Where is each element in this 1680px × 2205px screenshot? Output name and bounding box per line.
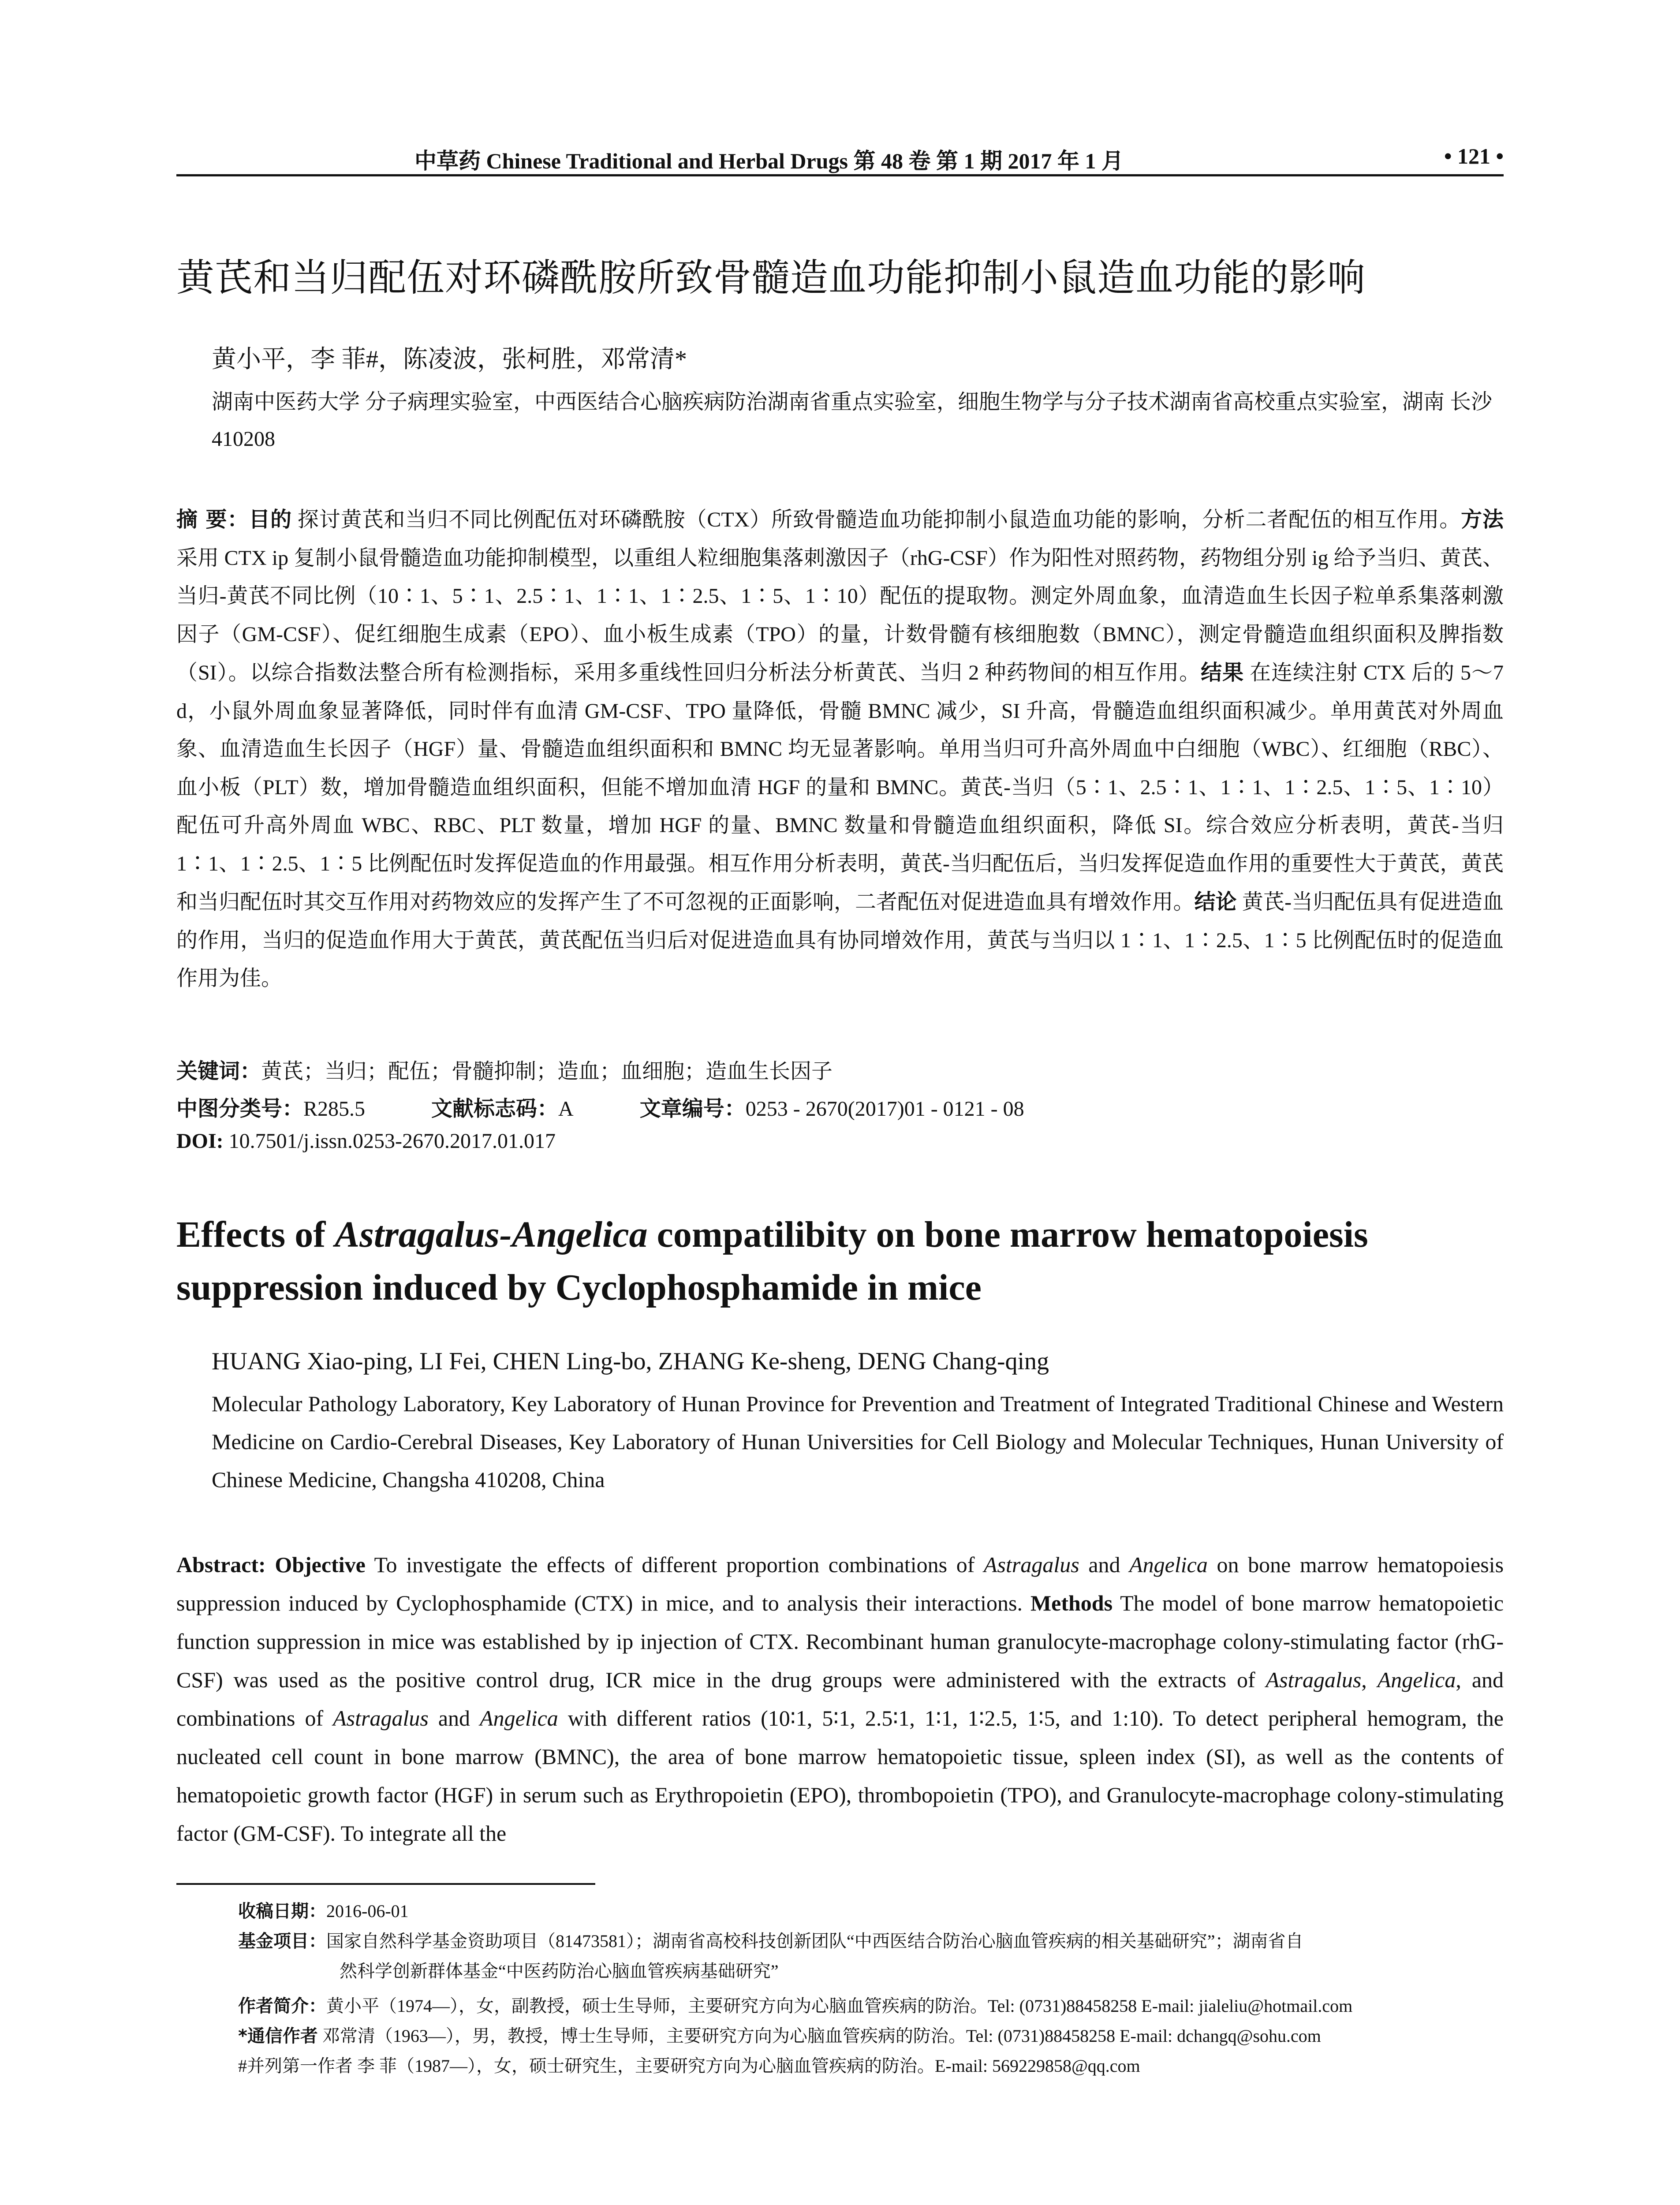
species-name: Astragalus <box>333 1706 429 1730</box>
article-no-label: 文章编号： <box>639 1096 746 1121</box>
species-name: Angelica <box>480 1706 558 1730</box>
objective-text: on bone marrow hematopoiesis suppression induced by Cyclophosphamide (CTX) in mice, and to analysis their interactions. <box>176 1552 1504 1615</box>
species-name: Astragalus <box>1266 1667 1362 1692</box>
doc-code-item <box>431 1091 574 1122</box>
conclusion-label: 结论 <box>1194 889 1237 914</box>
methods-text: with different ratios (10∶1, 5∶1, 2.5∶1, 1∶1, 1∶2.5, 1∶5, and 1:10). To detect peripheral hemogram, the nucleated cell count in bone marrow (BMNC), the area of bone marrow hematopoietic tissue, spleen index (SI), as well as the contents of hematopoietic growth factor (HGF) in serum such as Erythropoietin (EPO), thrombopoietin (TPO), and Granulocyte-macrophage colony-stimulating factor (GM-CSF). To integrate all the <box>176 1706 1504 1846</box>
page-number: • 121 • <box>1444 144 1504 168</box>
classification-line <box>176 1091 1504 1122</box>
chinese-authors: 黄小平，李 菲#，陈凌波，张柯胜，邓常清* <box>212 346 687 373</box>
methods-label: Methods <box>1030 1591 1113 1615</box>
english-abstract <box>176 1546 1504 1853</box>
english-title <box>176 1208 1504 1314</box>
results-label: 结果 <box>1201 660 1244 685</box>
journal-info: 中草药 Chinese Traditional and Herbal Drugs 第 48 卷 第 1 期 2017 年 1 月 <box>414 149 1124 173</box>
footnote-text: 李 菲（1987—），女，硕士研究生，主要研究方向为心脑血管疾病的防治。E-mail: 569229858@qq.com <box>357 2056 1140 2076</box>
abstract-label: 摘 要： <box>176 507 249 532</box>
footnote-label: 收稿日期： <box>238 1901 326 1921</box>
methods-text: 采用 CTX ip 复制小鼠骨髓造血功能抑制模型，以重组人粒细胞集落刺激因子（rhG-CSF）作为阳性对照药物，药物组分别 ig 给予当归、黄芪、当归-黄芪不同比例（10∶1、5∶1、2.5∶1、1∶1、1∶2.5、1∶5、1∶10）配伍的提取物。测定外周血象，血清造血生长因子粒单系集落刺激因子（GM-CSF）、促红细胞生成素（EPO）、血小板生成素（TPO）的量，计数骨髓有核细胞数（BMNC），测定骨髓造血组织面积及脾指数（SI）。以综合指数法整合所有检测指标，采用多重线性回归分析法分析黄芪、当归 2 种药物间的相互作用。 <box>176 546 1504 684</box>
footnote-text: 然科学创新群体基金“中医药防治心脑血管疾病基础研究” <box>340 1961 779 1981</box>
title-part: compatilibity on bone marrow hematopoiesis suppression induced by Cyclophosphamide in mice <box>176 1214 1368 1308</box>
chinese-title: 黄芪和当归配伍对环磷酰胺所致骨髓造血功能抑制小鼠造血功能的影响 <box>176 256 1366 300</box>
english-affiliation: Molecular Pathology Laboratory, Key Laboratory of Hunan Province for Prevention and Treatment of Integrated Traditional Chinese and Western Medicine on Cardio-Cerebral Diseases, Key Laboratory of Hunan Universities for Cell Biology and Molecular Techniques, Hunan University of Chinese Medicine, Changsha 410208, China <box>212 1391 1504 1492</box>
chinese-affiliation: 湖南中医药大学 分子病理实验室，中西医结合心脑疾病防治湖南省重点实验室，细胞生物学与分子技术湖南省高校重点实验室，湖南 长沙 410208 <box>212 390 1493 451</box>
article-no-value: 0253 - 2670(2017)01 - 0121 - 08 <box>745 1097 1024 1121</box>
keywords <box>176 1054 833 1084</box>
objective-text: To investigate the effects of different proportion combinations of <box>374 1552 975 1577</box>
doi-label: DOI: <box>176 1129 224 1153</box>
footnote-label: 基金项目： <box>238 1931 326 1951</box>
footnote-text: 国家自然科学基金资助项目（81473581）；湖南省高校科技创新团队“中西医结合防治心脑血管疾病的相关基础研究”；湖南省自 <box>326 1931 1303 1951</box>
article-no-item <box>640 1091 1024 1122</box>
conjunction: and <box>1088 1552 1120 1577</box>
footnote-corresponding <box>238 2021 1504 2051</box>
footnote-text: 黄小平（1974—），女，副教授，硕士生导师，主要研究方向为心脑血管疾病的防治。Tel: (0731)88458258 E-mail: jialeliu@hotmail.com <box>326 1996 1353 2016</box>
clc-value: R285.5 <box>303 1097 366 1121</box>
keywords-text: 黄芪；当归；配伍；骨髓抑制；造血；血细胞；造血生长因子 <box>261 1060 833 1083</box>
conclusion-text: 黄芪-当归配伍具有促进造血的作用，当归的促造血作用大于黄芪，黄芪配伍当归后对促进造血具有协同增效作用，黄芪与当归以 1∶1、1∶2.5、1∶5 比例配伍时的促造血作用为佳。 <box>176 890 1504 990</box>
footnote-received <box>238 1896 1504 1926</box>
footnote-label: #并列第一作者 <box>238 2056 353 2076</box>
doc-code-value: A <box>558 1097 574 1121</box>
species-name: Astragalus <box>984 1552 1079 1577</box>
clc-label: 中图分类号： <box>176 1096 304 1121</box>
objective-text: 探讨黄芪和当归不同比例配伍对环磷酰胺（CTX）所致骨髓造血功能抑制小鼠造血功能的影响，分析二者配伍的相互作用。 <box>297 508 1461 531</box>
doi-line <box>176 1129 556 1153</box>
title-italic-part: Astragalus-Angelica <box>335 1214 648 1255</box>
abstract-objective-label: Abstract: Objective <box>176 1552 366 1577</box>
species-name: Angelica <box>1377 1667 1456 1692</box>
footnote-text: 2016-06-01 <box>326 1901 409 1921</box>
title-part: Effects of <box>176 1214 335 1255</box>
footnote-text: 邓常清（1963—），男，教授，博士生导师，主要研究方向为心脑血管疾病的防治。Tel: (0731)88458258 E-mail: dchangq@sohu.com <box>322 2026 1321 2046</box>
conjunction: and <box>438 1706 470 1730</box>
footnote-cofirst <box>238 2051 1504 2081</box>
methods-text: The model of bone marrow hematopoietic function suppression in mice was established by ip injection of CTX. Recombinant human granulocyte-macrophage colony-stimulating factor (rhG-CSF) was used as the positive control drug, ICR mice in the drug groups were administered with the extracts of <box>176 1591 1504 1692</box>
chinese-abstract <box>176 501 1504 998</box>
doc-code-label: 文献标志码： <box>431 1096 559 1121</box>
english-authors: HUANG Xiao-ping, LI Fei, CHEN Ling-bo, ZHANG Ke-sheng, DENG Chang-qing <box>212 1348 1049 1375</box>
footnote-fund <box>238 1926 1504 1986</box>
doi-value: 10.7501/j.issn.0253-2670.2017.01.017 <box>228 1129 556 1153</box>
objective-label: 目的 <box>249 507 292 532</box>
footnote-label: 作者简介： <box>238 1996 326 2016</box>
methods-label: 方法 <box>1461 507 1504 532</box>
clc-item <box>176 1091 365 1122</box>
running-header <box>176 135 1504 176</box>
footnote-label: *通信作者 <box>238 2026 318 2046</box>
footnote-author <box>238 1991 1504 2021</box>
footnote-rule <box>176 1883 595 1885</box>
punctuation: , <box>1361 1667 1367 1692</box>
methods-text: , and combinations of <box>176 1667 1504 1730</box>
results-text: 在连续注射 CTX 后的 5～7 d，小鼠外周血象显著降低，同时伴有血清 GM-CSF、TPO 量降低，骨髓 BMNC 减少，SI 升高，骨髓造血组织面积减少。单用黄芪对外周血象、血清造血生长因子（HGF）量、骨髓造血组织面积和 BMNC 均无显著影响。单用当归可升高外周血中白细胞（WBC）、红细胞（RBC）、血小板（PLT）数，增加骨髓造血组织面积，但能不增加血清 HGF 的量和 BMNC。黄芪-当归（5∶1、2.5∶1、1∶1、1∶2.5、1∶5、1∶10）配伍可升高外周血 WBC、RBC、PLT 数量，增加 HGF 的量、BMNC 数量和骨髓造血组织面积，降低 SI。综合效应分析表明，黄芪-当归 1∶1、1∶2.5、1∶5 比例配伍时发挥促造血的作用最强。相互作用分析表明，黄芪-当归配伍后，当归发挥促造血作用的重要性大于黄芪，黄芪和当归配伍时其交互作用对药物效应的发挥产生了不可忽视的正面影响，二者配伍对促进造血具有增效作用。 <box>176 661 1504 914</box>
keywords-label: 关键词： <box>176 1059 261 1084</box>
species-name: Angelica <box>1129 1552 1208 1577</box>
